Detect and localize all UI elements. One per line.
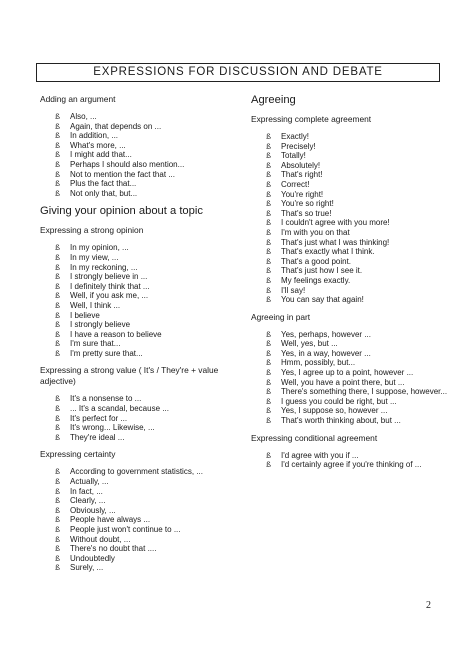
bullet-marker: ß (266, 218, 272, 228)
bullet-marker: ß (55, 262, 61, 272)
list-item-text: It's wrong... Likewise, ... (70, 423, 155, 433)
list-item-text: You can say that again! (281, 295, 364, 305)
list-item-text: That's right! (281, 170, 323, 180)
list-item-text: I'd certainly agree if you're thinking of ... (281, 460, 422, 470)
list-item (251, 228, 466, 238)
list-item-text: I have a reason to believe (70, 329, 162, 339)
bullet-marker: ß (266, 189, 272, 199)
list-item (40, 414, 245, 424)
list-item (40, 404, 245, 414)
list-item (251, 295, 466, 305)
bullet-marker: ß (55, 112, 61, 121)
list-item-text: Again, that depends on ... (70, 121, 162, 131)
list-item-text: I couldn't agree with you more! (281, 218, 390, 228)
bullet-marker: ß (55, 563, 61, 573)
list-item-text: I'm with you on that (281, 227, 350, 237)
list-item-text: That's a good point. (281, 256, 352, 266)
list-item (251, 406, 466, 416)
list-item-text: Clearly, ... (70, 496, 106, 506)
list-item (251, 190, 466, 200)
list-item (40, 112, 245, 122)
bullet-marker: ß (266, 329, 272, 339)
list-item (40, 179, 245, 189)
list-item (40, 515, 245, 525)
bullet-marker: ß (55, 159, 61, 169)
bullet-marker: ß (55, 534, 61, 544)
list-item-text: That's just what I was thinking! (281, 237, 390, 247)
bullet-marker: ß (55, 423, 61, 433)
heading-adding-argument: Adding an argument (40, 94, 116, 104)
list-item-text: In fact, ... (70, 486, 103, 496)
heading-agreeing: Agreeing (251, 94, 296, 106)
list-item (251, 349, 466, 359)
list-item (40, 311, 245, 321)
list-item-text: I'll say! (281, 285, 306, 295)
right-column (251, 94, 466, 477)
list-item-text: They're ideal ... (70, 432, 125, 442)
page-number: 2 (426, 600, 431, 611)
list-item-text: What's more, ... (70, 140, 126, 150)
list-item-text: Precisely! (281, 141, 316, 151)
list-item (251, 286, 466, 296)
list-item (40, 394, 245, 404)
bullet-marker: ß (55, 131, 61, 141)
list-item (251, 161, 466, 171)
list-item (40, 272, 245, 282)
list-item (40, 506, 245, 516)
list-item (40, 320, 245, 330)
bullet-marker: ß (55, 121, 61, 131)
bullet-marker: ß (55, 310, 61, 320)
list-item-text: I believe (70, 310, 100, 320)
list-item-text: In my reckoning, ... (70, 262, 138, 272)
list-item-text: People just won't continue to ... (70, 525, 181, 534)
bullet-marker: ß (266, 151, 272, 161)
list-item (40, 544, 245, 554)
subheading-strong-opinion: Expressing a strong opinion (40, 225, 144, 236)
bullet-marker: ß (55, 413, 61, 423)
list-item-text: Well, if you ask me, ... (70, 291, 149, 301)
bullet-marker: ß (55, 553, 61, 563)
list-item-text: People have always ... (70, 515, 151, 525)
list-item (40, 525, 245, 535)
list-item-text: Without doubt, ... (70, 534, 131, 544)
list-item-text: Well, you have a point there, but ... (281, 377, 405, 387)
bullet-marker: ß (266, 450, 272, 460)
subheading-strong-value-line1: Expressing a strong value ( It's / They're + value (40, 365, 219, 376)
list-item-text: Yes, I agree up to a point, however ... (281, 368, 414, 378)
list-item (251, 266, 466, 276)
bullet-marker: ß (266, 141, 272, 151)
list-item-text: I definitely think that ... (70, 281, 150, 291)
list-certainty (40, 467, 245, 573)
list-item (251, 451, 466, 461)
bullet-marker: ß (266, 387, 272, 397)
list-item (40, 170, 245, 180)
bullet-marker: ß (55, 281, 61, 291)
list-item (251, 132, 466, 142)
document-title: EXPRESSIONS FOR DISCUSSION AND DEBATE (36, 63, 440, 82)
bullet-marker: ß (266, 227, 272, 237)
bullet-marker: ß (55, 515, 61, 525)
list-item (251, 416, 466, 426)
list-item (40, 563, 245, 573)
bullet-marker: ß (55, 477, 61, 487)
list-item-text: That's just how I see it. (281, 266, 363, 276)
list-item (251, 358, 466, 368)
list-item (251, 142, 466, 152)
left-column (40, 94, 245, 580)
list-item (40, 263, 245, 273)
list-item-text: ... It's a scandal, because ... (70, 404, 169, 414)
bullet-marker: ß (55, 525, 61, 534)
list-strong-value (40, 394, 245, 442)
list-item-text: Surely, ... (70, 563, 104, 573)
bullet-marker: ß (55, 291, 61, 301)
list-item (40, 477, 245, 487)
bullet-marker: ß (266, 160, 272, 170)
bullet-marker: ß (55, 339, 61, 349)
list-item-text: That's so true! (281, 208, 332, 218)
list-item-text: Hmm, possibly, but... (281, 358, 356, 368)
list-item (40, 554, 245, 564)
bullet-marker: ß (55, 150, 61, 160)
bullet-marker: ß (266, 460, 272, 470)
list-agreeing-in-part (251, 330, 466, 426)
bullet-marker: ß (55, 188, 61, 198)
list-item-text: It's a nonsense to ... (70, 394, 142, 404)
list-item-text: Actually, ... (70, 477, 109, 487)
bullet-marker: ß (266, 285, 272, 295)
list-item-text: I strongly believe (70, 320, 131, 330)
bullet-marker: ß (266, 295, 272, 305)
list-item-text: In addition, ... (70, 131, 119, 141)
list-item-text: Well, I think ... (70, 300, 121, 310)
list-item (40, 330, 245, 340)
list-item (251, 199, 466, 209)
list-item (251, 180, 466, 190)
bullet-marker: ß (55, 300, 61, 310)
list-item (251, 209, 466, 219)
list-item-text: Not to mention the fact that ... (70, 169, 175, 179)
list-item (251, 238, 466, 248)
bullet-marker: ß (266, 237, 272, 247)
bullet-marker: ß (55, 404, 61, 414)
bullet-marker: ß (55, 140, 61, 150)
list-item (251, 387, 466, 397)
list-item-text: I guess you could be right, but ... (281, 396, 397, 406)
list-item-text: Correct! (281, 179, 310, 189)
list-item-text: That's worth thinking about, but ... (281, 416, 401, 426)
list-item-text: I'd agree with you if ... (281, 450, 359, 460)
list-item (40, 339, 245, 349)
subheading-strong-value (40, 365, 245, 387)
list-item-text: Not only that, but... (70, 188, 138, 198)
bullet-marker: ß (266, 339, 272, 349)
bullet-marker: ß (55, 496, 61, 506)
list-item (251, 151, 466, 161)
bullet-marker: ß (55, 169, 61, 179)
list-item-text: My feelings exactly. (281, 275, 351, 285)
list-item-text: Perhaps I should also mention... (70, 159, 185, 169)
list-item-text: I'm sure that... (70, 339, 121, 349)
bullet-marker: ß (55, 432, 61, 442)
list-complete-agreement (251, 132, 466, 305)
subheading-agreeing-in-part: Agreeing in part (251, 311, 311, 322)
list-item (251, 368, 466, 378)
bullet-marker: ß (266, 199, 272, 209)
list-item-text: Undoubtedly (70, 553, 115, 563)
list-item-text: It's perfect for ... (70, 413, 128, 423)
bullet-marker: ß (266, 170, 272, 180)
list-item-text: Obviously, ... (70, 505, 116, 515)
bullet-marker: ß (266, 132, 272, 141)
list-item (40, 243, 245, 253)
bullet-marker: ß (266, 179, 272, 189)
bullet-marker: ß (266, 358, 272, 368)
list-item (40, 189, 245, 199)
list-item (40, 487, 245, 497)
bullet-marker: ß (55, 243, 61, 253)
list-item-text: There's no doubt that .... (70, 544, 157, 554)
list-item-text: You're so right! (281, 199, 334, 209)
list-item (40, 131, 245, 141)
list-adding-argument (40, 112, 245, 198)
list-item-text: In my view, ... (70, 252, 119, 262)
list-item (40, 141, 245, 151)
list-item (40, 291, 245, 301)
list-item (251, 257, 466, 267)
list-item-text: Absolutely! (281, 160, 321, 170)
list-item (40, 433, 245, 443)
list-item-text: In my opinion, ... (70, 243, 129, 253)
list-conditional-agreement (251, 451, 466, 470)
subheading-strong-value-line2: adjective) (40, 376, 76, 387)
list-item-text: Also, ... (70, 112, 97, 121)
list-item (40, 423, 245, 433)
bullet-marker: ß (55, 179, 61, 189)
list-item (40, 301, 245, 311)
list-strong-opinion (40, 243, 245, 358)
list-item (251, 218, 466, 228)
bullet-marker: ß (266, 377, 272, 387)
list-item (40, 496, 245, 506)
list-item-text: I'm pretty sure that... (70, 348, 143, 358)
list-item (40, 535, 245, 545)
list-item-text: Totally! (281, 151, 306, 161)
subheading-complete-agreement: Expressing complete agreement (251, 114, 372, 124)
bullet-marker: ß (55, 252, 61, 262)
bullet-marker: ß (55, 394, 61, 404)
list-item (251, 460, 466, 470)
list-item (251, 330, 466, 340)
list-item (40, 122, 245, 132)
list-item-text: You're right! (281, 189, 324, 199)
bullet-marker: ß (266, 247, 272, 257)
bullet-marker: ß (55, 505, 61, 515)
list-item-text: Plus the fact that... (70, 179, 137, 189)
subheading-certainty: Expressing certainty (40, 449, 116, 460)
heading-giving-opinion: Giving your opinion about a topic (40, 205, 203, 218)
list-item-text: Well, yes, but ... (281, 339, 338, 349)
list-item (251, 247, 466, 257)
bullet-marker: ß (55, 320, 61, 330)
list-item-text: I strongly believe in ... (70, 272, 148, 282)
bullet-marker: ß (266, 208, 272, 218)
list-item (40, 150, 245, 160)
bullet-marker: ß (266, 396, 272, 406)
bullet-marker: ß (55, 272, 61, 282)
list-item-text: There's something there, I suppose, however... (281, 387, 448, 397)
list-item (251, 339, 466, 349)
list-item-text: I might add that... (70, 150, 132, 160)
subheading-conditional-agreement: Expressing conditional agreement (251, 432, 378, 443)
list-item (251, 397, 466, 407)
list-item (251, 276, 466, 286)
bullet-marker: ß (266, 406, 272, 416)
bullet-marker: ß (266, 348, 272, 358)
list-item (40, 349, 245, 359)
list-item (40, 253, 245, 263)
list-item (251, 378, 466, 388)
bullet-marker: ß (55, 348, 61, 358)
bullet-marker: ß (55, 467, 61, 477)
bullet-marker: ß (55, 329, 61, 339)
list-item-text: According to government statistics, ... (70, 467, 203, 477)
list-item (40, 467, 245, 477)
bullet-marker: ß (55, 486, 61, 496)
bullet-marker: ß (266, 266, 272, 276)
list-item-text: Yes, I suppose so, however ... (281, 406, 388, 416)
bullet-marker: ß (266, 256, 272, 266)
list-item (40, 160, 245, 170)
list-item-text: Exactly! (281, 132, 310, 141)
list-item (251, 170, 466, 180)
list-item-text: That's exactly what I think. (281, 247, 375, 257)
bullet-marker: ß (266, 368, 272, 378)
list-item (40, 282, 245, 292)
bullet-marker: ß (266, 275, 272, 285)
list-item-text: Yes, in a way, however ... (281, 348, 371, 358)
bullet-marker: ß (266, 416, 272, 426)
bullet-marker: ß (55, 544, 61, 554)
list-item-text: Yes, perhaps, however ... (281, 329, 371, 339)
